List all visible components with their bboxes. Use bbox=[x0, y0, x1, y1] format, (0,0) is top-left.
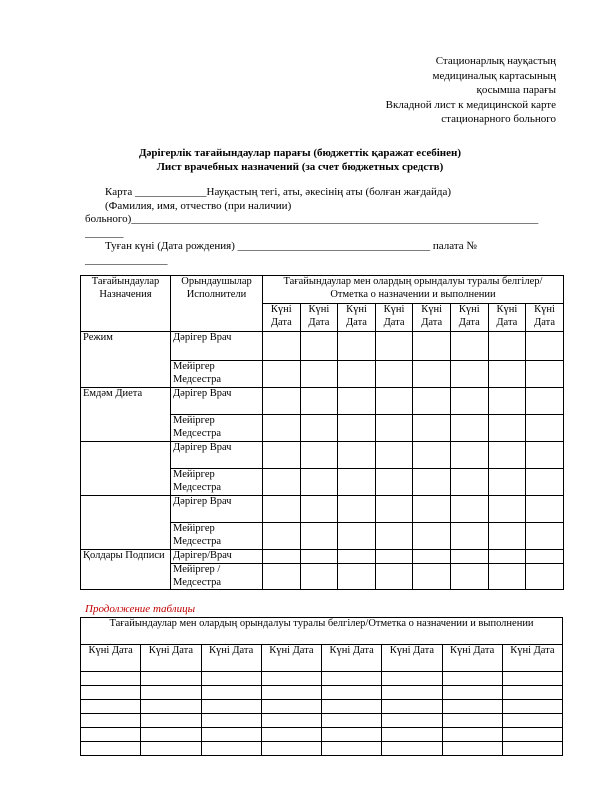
mark-cell[interactable] bbox=[382, 700, 442, 714]
mark-cell[interactable] bbox=[263, 442, 301, 469]
day-date-header: Күні Дата bbox=[488, 304, 526, 332]
mark-cell[interactable] bbox=[375, 361, 413, 388]
table-subheader-row bbox=[81, 645, 563, 672]
mark-cell[interactable] bbox=[450, 361, 488, 388]
mark-cell[interactable] bbox=[413, 361, 451, 388]
mark-cell[interactable] bbox=[442, 672, 502, 686]
mark-cell[interactable] bbox=[263, 469, 301, 496]
executor-cell: Дәрігер Врач bbox=[171, 388, 263, 415]
day-date-header: Күні Дата bbox=[141, 645, 201, 672]
mark-cell[interactable] bbox=[413, 550, 451, 564]
day-date-header: Күні Дата bbox=[261, 645, 321, 672]
mark-cell[interactable] bbox=[413, 388, 451, 415]
form-header bbox=[386, 54, 556, 127]
mark-cell[interactable] bbox=[450, 469, 488, 496]
title-line-kz: Дәрігерлік тағайындаулар парағы (бюджеттік қаражат есебінен) bbox=[138, 147, 462, 159]
mark-cell[interactable] bbox=[450, 496, 488, 523]
mark-cell[interactable] bbox=[488, 415, 526, 442]
mark-cell[interactable] bbox=[300, 388, 338, 415]
mark-cell[interactable] bbox=[81, 700, 141, 714]
mark-cell[interactable] bbox=[413, 496, 451, 523]
day-date-header: Күні Дата bbox=[450, 304, 488, 332]
mark-cell[interactable] bbox=[413, 332, 451, 361]
mark-cell[interactable] bbox=[263, 332, 301, 361]
mark-cell[interactable] bbox=[263, 388, 301, 415]
mark-cell[interactable] bbox=[488, 388, 526, 415]
mark-cell[interactable] bbox=[526, 496, 564, 523]
col-header-executors: Орындаушылар Исполнители bbox=[171, 276, 263, 332]
executor-cell: Дәрігер Врач bbox=[171, 496, 263, 523]
group-label bbox=[81, 496, 171, 550]
day-date-header: Күні Дата bbox=[442, 645, 502, 672]
mark-cell[interactable] bbox=[263, 564, 301, 590]
mark-cell[interactable] bbox=[300, 332, 338, 361]
mark-cell[interactable] bbox=[488, 361, 526, 388]
executor-cell: Дәрігер/Врач bbox=[171, 550, 263, 564]
mark-cell[interactable] bbox=[338, 415, 376, 442]
mark-cell[interactable] bbox=[338, 523, 376, 550]
table-row bbox=[81, 496, 564, 523]
executor-cell: Мейіргер /Медсестра bbox=[171, 564, 263, 590]
col-header-prescriptions: Тағайындаулар Назначения bbox=[81, 276, 171, 332]
mark-cell[interactable] bbox=[300, 564, 338, 590]
mark-cell[interactable] bbox=[375, 550, 413, 564]
table-header-row bbox=[81, 618, 563, 645]
executor-cell: Мейіргер Медсестра bbox=[171, 469, 263, 496]
fio-line: (Фамилия, имя, отчество (при наличии) bbox=[105, 200, 292, 212]
mark-cell[interactable] bbox=[442, 686, 502, 700]
table-row bbox=[81, 686, 563, 700]
day-date-header: Күні Дата bbox=[382, 645, 442, 672]
mark-cell[interactable] bbox=[450, 550, 488, 564]
mark-cell[interactable] bbox=[338, 388, 376, 415]
mark-cell[interactable] bbox=[300, 469, 338, 496]
mark-cell[interactable] bbox=[141, 728, 201, 742]
mark-cell[interactable] bbox=[382, 714, 442, 728]
header-line: стационарного больного bbox=[441, 113, 556, 125]
ward-underline: _______________ bbox=[85, 254, 168, 266]
mark-cell[interactable] bbox=[261, 714, 321, 728]
mark-cell[interactable] bbox=[502, 728, 562, 742]
mark-cell[interactable] bbox=[526, 523, 564, 550]
mark-cell[interactable] bbox=[338, 564, 376, 590]
day-date-header: Күні Дата bbox=[300, 304, 338, 332]
mark-cell[interactable] bbox=[322, 728, 382, 742]
mark-cell[interactable] bbox=[201, 742, 261, 756]
mark-cell[interactable] bbox=[413, 415, 451, 442]
table-header-row bbox=[81, 276, 564, 304]
mark-cell[interactable] bbox=[442, 728, 502, 742]
mark-cell[interactable] bbox=[488, 496, 526, 523]
mark-cell[interactable] bbox=[450, 388, 488, 415]
mark-cell[interactable] bbox=[488, 469, 526, 496]
card-line: Карта _____________Науқастың тегі, аты, әкесінің аты (болған жағдайда) bbox=[105, 186, 452, 198]
mark-cell[interactable] bbox=[488, 523, 526, 550]
executor-cell: Дәрігер Врач bbox=[171, 442, 263, 469]
mark-cell[interactable] bbox=[201, 728, 261, 742]
mark-cell[interactable] bbox=[413, 469, 451, 496]
mark-cell[interactable] bbox=[375, 523, 413, 550]
mark-cell[interactable] bbox=[450, 415, 488, 442]
mark-cell[interactable] bbox=[322, 672, 382, 686]
mark-cell[interactable] bbox=[338, 361, 376, 388]
executor-cell: Мейіргер Медсестра bbox=[171, 361, 263, 388]
mark-cell[interactable] bbox=[263, 496, 301, 523]
table-row bbox=[81, 728, 563, 742]
mark-cell[interactable] bbox=[502, 672, 562, 686]
mark-cell[interactable] bbox=[413, 442, 451, 469]
header-line: Стационарлық науқастың bbox=[435, 55, 556, 67]
mark-cell[interactable] bbox=[375, 564, 413, 590]
day-date-header: Күні Дата bbox=[322, 645, 382, 672]
mark-cell[interactable] bbox=[382, 672, 442, 686]
mark-cell[interactable] bbox=[261, 700, 321, 714]
mark-cell[interactable] bbox=[201, 686, 261, 700]
mark-cell[interactable] bbox=[526, 442, 564, 469]
day-date-header: Күні Дата bbox=[413, 304, 451, 332]
table-row bbox=[81, 388, 564, 415]
mark-cell[interactable] bbox=[322, 686, 382, 700]
mark-cell[interactable] bbox=[300, 442, 338, 469]
dash-line: _______ bbox=[85, 227, 124, 239]
mark-cell[interactable] bbox=[300, 550, 338, 564]
mark-cell[interactable] bbox=[81, 686, 141, 700]
mark-cell[interactable] bbox=[81, 714, 141, 728]
title-line-ru: Лист врачебных назначений (за счет бюджетных средств) bbox=[156, 161, 444, 173]
mark-cell[interactable] bbox=[413, 523, 451, 550]
birth-line: Туған күні (Дата рождения) ___________________________________ палата № bbox=[105, 240, 477, 252]
patient-line: больного)__________________________________________________________________________ bbox=[85, 213, 539, 225]
executor-cell: Мейіргер Медсестра bbox=[171, 415, 263, 442]
mark-cell[interactable] bbox=[375, 469, 413, 496]
page-title bbox=[0, 146, 600, 174]
header-line: қосымша парағы bbox=[476, 84, 556, 96]
mark-cell[interactable] bbox=[201, 672, 261, 686]
mark-cell[interactable] bbox=[338, 550, 376, 564]
mark-cell[interactable] bbox=[141, 672, 201, 686]
mark-cell[interactable] bbox=[338, 332, 376, 361]
table-row bbox=[81, 332, 564, 361]
mark-cell[interactable] bbox=[526, 332, 564, 361]
mark-cell[interactable] bbox=[322, 742, 382, 756]
mark-cell[interactable] bbox=[300, 415, 338, 442]
mark-cell[interactable] bbox=[488, 564, 526, 590]
mark-cell[interactable] bbox=[261, 728, 321, 742]
mark-cell[interactable] bbox=[300, 523, 338, 550]
mark-cell[interactable] bbox=[442, 700, 502, 714]
table-row bbox=[81, 672, 563, 686]
mark-cell[interactable] bbox=[338, 442, 376, 469]
day-date-header: Күні Дата bbox=[263, 304, 301, 332]
mark-cell[interactable] bbox=[375, 415, 413, 442]
mark-cell[interactable] bbox=[375, 388, 413, 415]
header-line: Вкладной лист к медицинской карте bbox=[385, 98, 556, 111]
day-date-header: Күні Дата bbox=[375, 304, 413, 332]
mark-cell[interactable] bbox=[526, 415, 564, 442]
mark-cell[interactable] bbox=[526, 564, 564, 590]
mark-cell[interactable] bbox=[263, 415, 301, 442]
mark-cell[interactable] bbox=[502, 714, 562, 728]
mark-cell[interactable] bbox=[300, 361, 338, 388]
mark-cell[interactable] bbox=[488, 332, 526, 361]
mark-cell[interactable] bbox=[526, 550, 564, 564]
mark-cell[interactable] bbox=[338, 496, 376, 523]
group-label: Режим bbox=[81, 332, 171, 388]
executor-cell: Мейіргер Медсестра bbox=[171, 523, 263, 550]
mark-cell[interactable] bbox=[201, 714, 261, 728]
table-row bbox=[81, 742, 563, 756]
mark-cell[interactable] bbox=[141, 714, 201, 728]
mark-cell[interactable] bbox=[261, 672, 321, 686]
day-date-header: Күні Дата bbox=[81, 645, 141, 672]
mark-cell[interactable] bbox=[413, 564, 451, 590]
mark-cell[interactable] bbox=[375, 332, 413, 361]
mark-cell[interactable] bbox=[81, 728, 141, 742]
day-date-header: Күні Дата bbox=[526, 304, 564, 332]
continuation-header: Тағайындаулар мен олардың орындалуы туралы белгілер/Отметка о назначении и выполнении bbox=[81, 618, 563, 645]
mark-cell[interactable] bbox=[382, 728, 442, 742]
table-row bbox=[81, 550, 564, 564]
mark-cell[interactable] bbox=[263, 550, 301, 564]
prescriptions-table bbox=[80, 275, 564, 590]
mark-cell[interactable] bbox=[300, 496, 338, 523]
mark-cell[interactable] bbox=[375, 442, 413, 469]
mark-cell[interactable] bbox=[81, 672, 141, 686]
mark-cell[interactable] bbox=[502, 700, 562, 714]
mark-cell[interactable] bbox=[263, 523, 301, 550]
mark-cell[interactable] bbox=[322, 714, 382, 728]
mark-cell[interactable] bbox=[261, 686, 321, 700]
mark-cell[interactable] bbox=[141, 686, 201, 700]
mark-cell[interactable] bbox=[375, 496, 413, 523]
mark-cell[interactable] bbox=[450, 332, 488, 361]
mark-cell[interactable] bbox=[141, 700, 201, 714]
mark-cell[interactable] bbox=[502, 686, 562, 700]
mark-cell[interactable] bbox=[141, 742, 201, 756]
table-row bbox=[81, 714, 563, 728]
mark-cell[interactable] bbox=[450, 564, 488, 590]
executor-cell: Дәрігер Врач bbox=[171, 332, 263, 361]
mark-cell[interactable] bbox=[263, 361, 301, 388]
continuation-table bbox=[80, 617, 563, 756]
group-label: Қолдары Подписи bbox=[81, 550, 171, 590]
mark-cell[interactable] bbox=[502, 742, 562, 756]
mark-cell[interactable] bbox=[338, 469, 376, 496]
header-line: медициналық картасының bbox=[432, 69, 556, 82]
table-row bbox=[81, 442, 564, 469]
day-date-header: Күні Дата bbox=[338, 304, 376, 332]
mark-cell[interactable] bbox=[450, 442, 488, 469]
day-date-header: Күні Дата bbox=[201, 645, 261, 672]
mark-cell[interactable] bbox=[488, 442, 526, 469]
day-date-header: Күні Дата bbox=[502, 645, 562, 672]
mark-cell[interactable] bbox=[382, 686, 442, 700]
mark-cell[interactable] bbox=[261, 742, 321, 756]
mark-cell[interactable] bbox=[488, 550, 526, 564]
mark-cell[interactable] bbox=[81, 742, 141, 756]
group-label bbox=[81, 442, 171, 496]
mark-cell[interactable] bbox=[322, 700, 382, 714]
mark-cell[interactable] bbox=[201, 700, 261, 714]
mark-cell[interactable] bbox=[450, 523, 488, 550]
mark-cell[interactable] bbox=[526, 388, 564, 415]
mark-cell[interactable] bbox=[526, 469, 564, 496]
mark-cell[interactable] bbox=[382, 742, 442, 756]
mark-cell[interactable] bbox=[442, 714, 502, 728]
col-header-marks: Тағайындаулар мен олардың орындалуы туралы белгілер/Отметка о назначении и выполнении bbox=[263, 276, 564, 304]
table-row bbox=[81, 700, 563, 714]
group-label: Емдәм Диета bbox=[81, 388, 171, 442]
mark-cell[interactable] bbox=[526, 361, 564, 388]
continuation-label: Продолжение таблицы bbox=[85, 603, 196, 615]
mark-cell[interactable] bbox=[442, 742, 502, 756]
